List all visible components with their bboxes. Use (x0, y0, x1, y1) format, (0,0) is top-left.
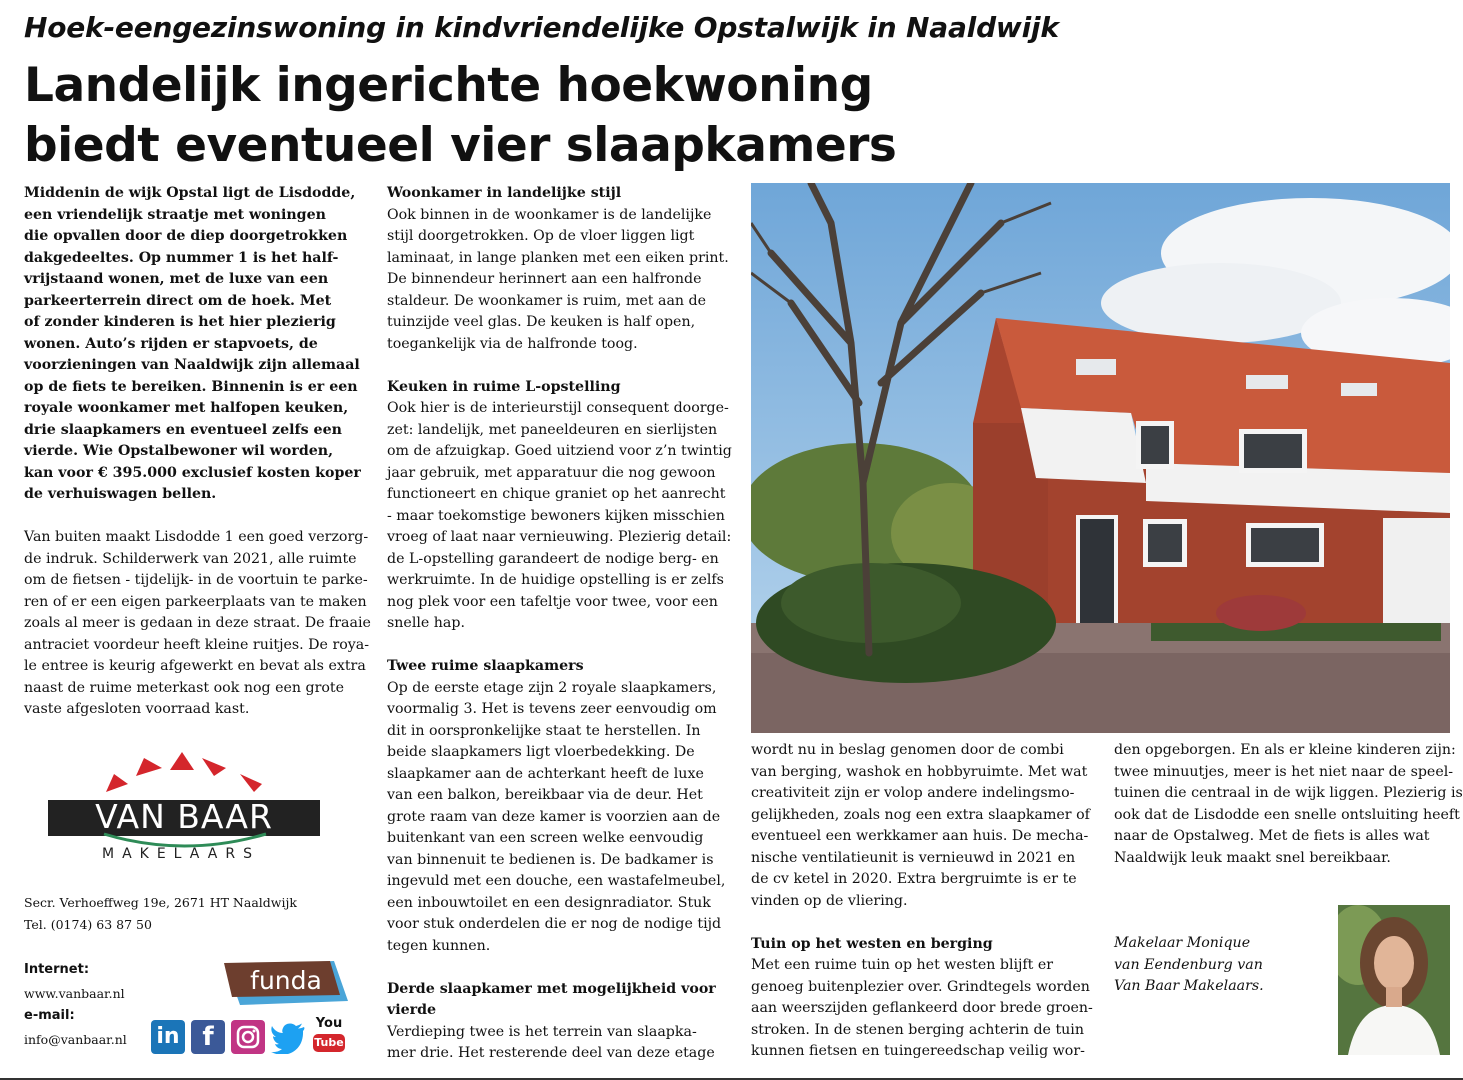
text-line: nische ventilatieunit is vernieuwd in 2021 en (751, 849, 1076, 866)
kicker: Hoek-eengezinswoning in kindvriendelijke Opstalwijk in Naaldwijk (24, 11, 1059, 44)
text-line: van een balkon, bereikbaar via de deur. Het (387, 787, 703, 803)
text-line: genoeg buitenplezier over. Grindtegels worden (751, 978, 1090, 995)
section-heading-line: Twee ruime slaapkamers (387, 658, 584, 674)
funda-label: funda (250, 966, 322, 995)
section-heading-line: vrijstaand wonen, met de luxe van een (24, 271, 329, 287)
text-line: werkruimte. In de huidige opstelling is er zelfs (387, 572, 724, 588)
funda-badge[interactable] (222, 961, 350, 1005)
text-line: een inbouwtoilet en een designradiator. Stuk (387, 894, 711, 911)
headline-line: Landelijk ingerichte hoekwoning (24, 58, 873, 113)
section-heading-line: Middenin de wijk Opstal ligt de Lisdodde, (24, 185, 356, 201)
text-line: om de afzuigkap. Goed uitziend voor z’n twintig (387, 443, 732, 459)
text-line: van Eendenburg van (1114, 956, 1263, 973)
text-line: Van buiten maakt Lisdodde 1 een goed verzorg- (24, 529, 369, 545)
phone-line: Tel. (0174) 63 87 50 (24, 917, 152, 932)
internet-label: Internet: (24, 962, 90, 977)
section-heading-line: op de fiets te bereiken. Binnenin is er een (24, 378, 358, 395)
text-line: stijl doorgetrokken. Op de vloer liggen ligt (387, 228, 695, 244)
text-line: vinden op de vliering. (751, 892, 908, 909)
text-line: - maar toekomstige bewoners kijken misschien (387, 507, 725, 524)
section-heading-line: voorzieningen van Naaldwijk zijn allemaal (24, 357, 360, 373)
youtube-icon[interactable] (313, 1016, 345, 1056)
text-line: den opgeborgen. En als er kleine kinderen zijn: (1114, 742, 1456, 758)
text-line: gelijkheden, zoals nog een extra slaapkamer of (751, 806, 1090, 823)
section-heading-line: drie slaapkamers en eventueel zelfs een (24, 421, 342, 438)
house-photo (751, 183, 1450, 733)
text-line: slaapkamer aan de achterkant heeft de luxe (387, 765, 704, 782)
linkedin-icon[interactable]: in (151, 1020, 185, 1054)
text-line: tegen kunnen. (387, 937, 491, 954)
text-line: jaar gebruik, met apparatuur die nog gewoon (387, 464, 716, 481)
text-line: dit in oorspronkelijke staat te herstellen. In (387, 722, 701, 739)
agent-portrait (1338, 905, 1450, 1055)
section-heading-line: royale woonkamer met halfopen keuken, (24, 400, 349, 416)
house-illustration (751, 183, 1450, 733)
address-line: Secr. Verhoeffweg 19e, 2671 HT Naaldwijk (24, 895, 297, 910)
section-heading-line: Derde slaapkamer met mogelijkheid voor (387, 980, 716, 997)
text-line: ingevuld met een douche, een wastafelmeubel, (387, 873, 726, 889)
section-heading-line: parkeerterrein direct om de hoek. Met (24, 292, 332, 309)
text-line: Met een ruime tuin op het westen blijft er (751, 957, 1054, 973)
text-line: kunnen fietsen en tuingereedschap veilig wor- (751, 1043, 1085, 1059)
twitter-icon[interactable] (271, 1020, 305, 1054)
photo-caption (1114, 933, 1334, 998)
text-line: eventueel een werkkamer aan huis. De mecha- (751, 828, 1089, 844)
section-heading-line: kan voor € 395.000 exclusief kosten koper (24, 464, 361, 481)
facebook-icon[interactable]: f (191, 1020, 225, 1054)
section-heading-line: de verhuiswagen bellen. (24, 486, 217, 502)
column-1 (24, 183, 369, 721)
text-line: buitenkant van een screen welke eenvoudig (387, 830, 704, 846)
section-heading-line: Tuin op het westen en berging (751, 935, 993, 952)
section-heading-line: Keuken in ruime L-opstelling (387, 378, 621, 395)
text-line: toegankelijk via de halfronde toog. (387, 335, 638, 352)
text-line: functioneert en chique graniet op het aanrecht (387, 486, 726, 502)
text-line: vaste afgesloten voorraad kast. (24, 701, 250, 717)
section-heading-line: vierde. Wie Opstalbewoner wil worden, (24, 443, 334, 459)
youtube-bottom: Tube (313, 1034, 345, 1052)
text-line: tuinen die centraal in de wijk liggen. Plezierig is (1114, 785, 1463, 801)
text-line: zet: landelijk, met paneeldeuren en sierlijsten (387, 421, 718, 438)
text-line: staldeur. De woonkamer is ruim, met aan de (387, 292, 707, 309)
instagram-icon[interactable] (231, 1020, 265, 1054)
website-link[interactable]: www.vanbaar.nl (24, 986, 125, 1001)
text-line: wordt nu in beslag genomen door de combi (751, 742, 1064, 758)
logo-name: VAN BAAR (95, 797, 273, 836)
paragraph-gap (24, 506, 369, 528)
section-heading-line: of zonder kinderen is het hier plezierig (24, 314, 336, 330)
section-heading-line: dakgedeeltes. Op nummer 1 is het half- (24, 249, 339, 266)
text-line: om de fietsen - tijdelijk- in de voortuin te parke- (24, 572, 368, 588)
column-3 (751, 740, 1091, 1063)
van-baar-logo (44, 752, 324, 877)
email-link[interactable]: info@vanbaar.nl (24, 1032, 127, 1047)
paragraph-gap (751, 912, 1091, 934)
text-line: ook dat de Lisdodde een snelle ontsluiting heeft (1114, 806, 1460, 823)
text-line: naar de Opstalweg. Met de fiets is alles wat (1114, 828, 1430, 844)
text-line: voor stuk onderdelen die er nog de nodige tijd (387, 916, 722, 932)
text-line: ren of er een eigen parkeerplaats van te maken (24, 593, 367, 610)
instagram-glyph (231, 1020, 265, 1054)
column-4 (1114, 740, 1463, 869)
text-line: vroeg of laat naar vernieuwing. Plezierig detail: (387, 529, 732, 545)
text-line: De binnendeur herinnert aan een halfronde (387, 271, 702, 287)
logo-sub: MAKELAARS (102, 846, 260, 862)
text-line: creativiteit zijn er volop andere indelingsmo- (751, 785, 1075, 801)
text-line: laminaat, in lange planken met een eiken print. (387, 249, 729, 266)
text-line: Van Baar Makelaars. (1114, 978, 1264, 994)
section-heading-line: wonen. Auto’s rijden er stapvoets, de (24, 335, 318, 352)
text-line: van berging, washok en hobbyruimte. Met wat (751, 763, 1088, 780)
text-line: le entree is keurig afgewerkt en bevat als extra (24, 658, 366, 674)
text-line: stroken. In de stenen berging achterin de tuin (751, 1021, 1084, 1038)
text-line: tuinzijde veel glas. De keuken is half open, (387, 314, 696, 330)
text-line: Naaldwijk leuk maakt snel bereikbaar. (1114, 849, 1391, 866)
paragraph-gap (387, 355, 732, 377)
headline-line: biedt eventueel vier slaapkamers (24, 118, 897, 173)
portrait-illustration (1338, 905, 1450, 1055)
email-label: e-mail: (24, 1008, 75, 1023)
text-line: nog plek voor een tafeltje voor twee, voor een (387, 593, 718, 610)
text-line: zoals al meer is gedaan in deze straat. De fraaie (24, 615, 371, 631)
paragraph-gap (387, 635, 732, 657)
text-line: snelle hap. (387, 615, 465, 631)
text-line: de cv ketel in 2020. Extra bergruimte is er te (751, 871, 1077, 887)
text-line: mer drie. Het resterende deel van deze etage (387, 1045, 715, 1061)
column-2 (387, 183, 732, 1065)
section-heading-line: een vriendelijk straatje met woningen (24, 206, 326, 223)
text-line: naast de ruime meterkast ook nog een grote (24, 679, 345, 696)
text-line: Op de eerste etage zijn 2 royale slaapkamers, (387, 679, 717, 696)
section-heading-line: die opvallen door de diep doorgetrokken (24, 228, 348, 244)
text-line: twee minuutjes, meer is het niet naar de speel- (1114, 763, 1454, 780)
headline (24, 56, 1024, 176)
text-line: antraciet voordeur heeft kleine ruitjes. De roya- (24, 636, 370, 653)
text-line: Ook hier is de interieurstijl consequent doorge- (387, 400, 729, 416)
text-line: Makelaar Monique (1114, 935, 1251, 951)
text-line: de indruk. Schilderwerk van 2021, alle ruimte (24, 550, 357, 567)
text-line: beide slaapkamers ligt vloerbedekking. De (387, 744, 695, 760)
text-line: de L-opstelling garandeert de nodige berg- en (387, 550, 719, 567)
text-line: van binnenuit te bedienen is. De badkamer is (387, 851, 714, 868)
text-line: grote raam van deze kamer is voorzien aan de (387, 808, 721, 825)
section-heading-line: Woonkamer in landelijke stijl (387, 185, 622, 201)
text-line: Verdieping twee is het terrein van slaapka- (387, 1023, 697, 1040)
text-line: Ook binnen in de woonkamer is de landelijke (387, 206, 712, 223)
text-line: aan weerszijden geflankeerd door brede groen- (751, 1000, 1093, 1016)
twitter-bird (271, 1020, 307, 1054)
section-heading-line: vierde (387, 1002, 437, 1018)
paragraph-gap (387, 957, 732, 979)
youtube-top: You (315, 1016, 343, 1031)
text-line: voormalig 3. Het is tevens zeer eenvoudig om (387, 701, 717, 717)
logo-triangles (44, 752, 324, 802)
